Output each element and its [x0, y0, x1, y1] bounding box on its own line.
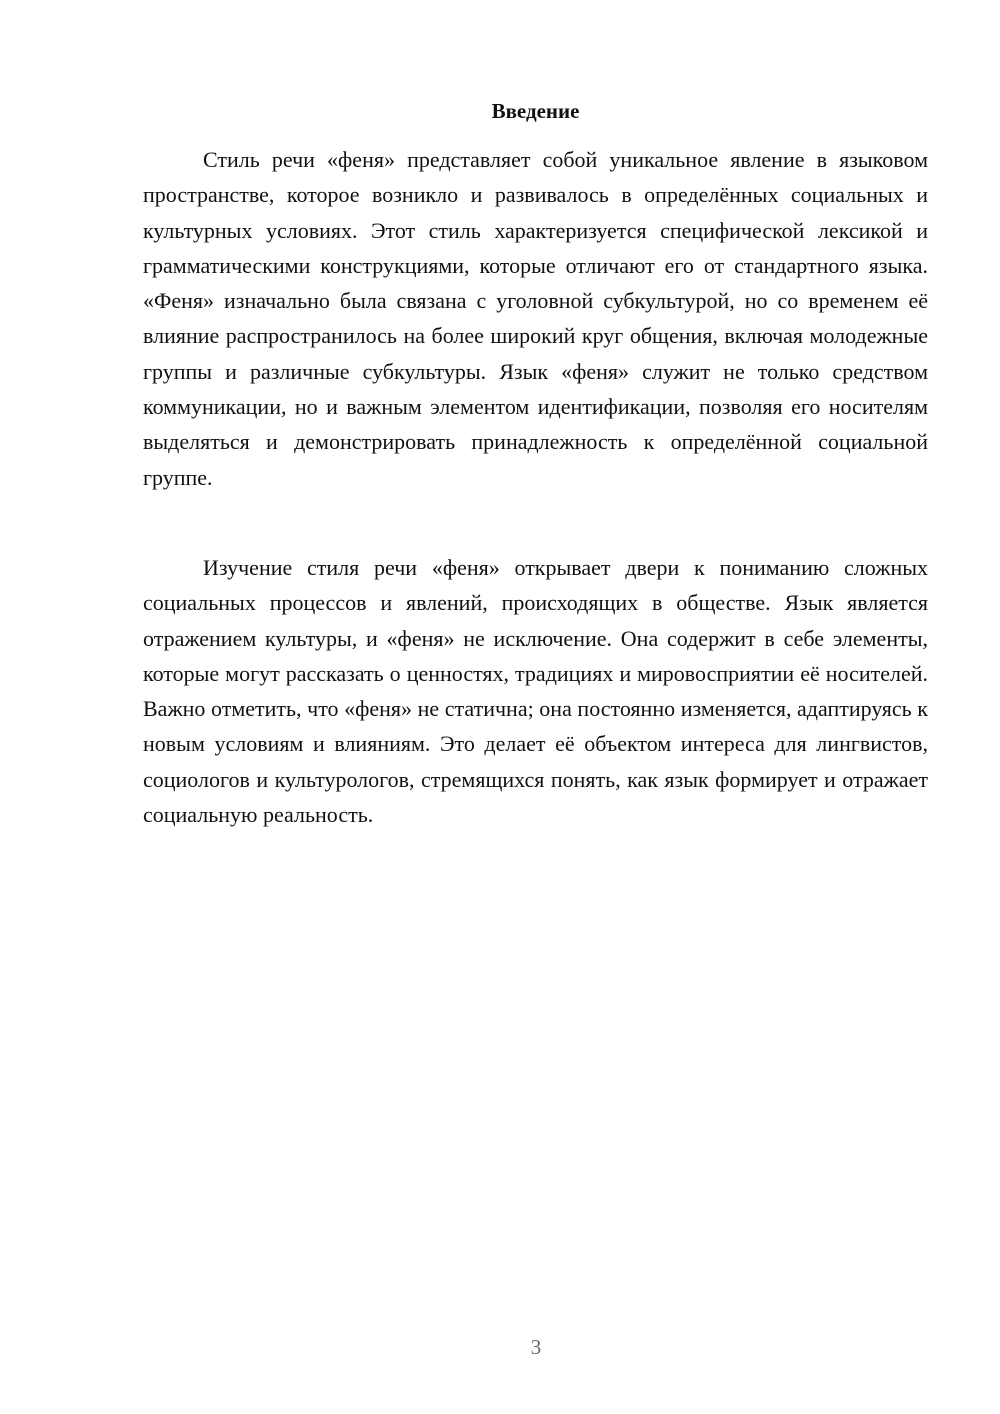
page-number: 3	[530, 1335, 542, 1359]
paragraph-2: Изучение стиля речи «феня» открывает двери к пониманию сложных социальных процессов и явлений, происходящих в обществе. Язык является отражением культуры, и «феня» не исключение. Она содержит в себе элементы, которые могут рассказать о ценностях, традициях и мировосприятии её носителей. Важно отметить, что «феня» не статична; она постоянно изменяется, адаптируясь к новым условиям и влияниям. Это делает её объектом интереса для лингвистов, социологов и культурологов, стремящихся понять, как язык формирует и отражает социальную реальность.	[143, 555, 928, 828]
section-heading: Введение	[491, 99, 580, 123]
paragraph-1: Стиль речи «феня» представляет собой уникальное явление в языковом пространстве, которое возникло и развивалось в определённых социальных и культурных условиях. Этот стиль характеризуется специфической лексикой и грамматическими конструкциями, которые отличают его от стандартного языка. «Феня» изначально была связана с уголовной субкультурой, но со временем её влияние распространилось на более широкий круг общения, включая молодежные группы и различные субкультуры. Язык «феня» служит не только средством коммуникации, но и важным элементом идентификации, позволяя его носителям выделяться и демонстрировать принадлежность к определённой социальной группе.	[143, 147, 928, 490]
